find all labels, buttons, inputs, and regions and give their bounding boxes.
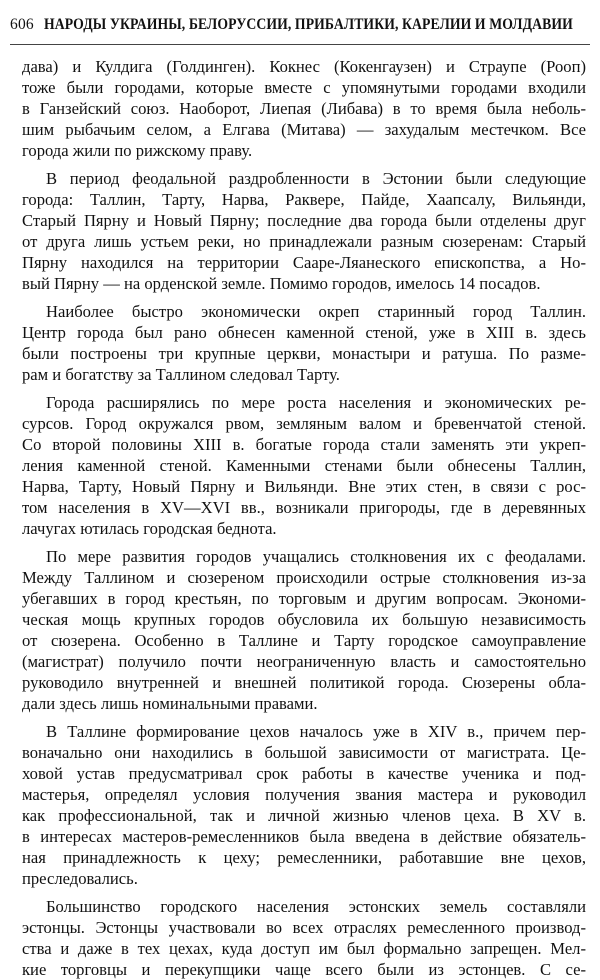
body-text [22, 56, 586, 979]
text-line: Центр города был рано обнесен каменной стеной, уже в XIII в. здесь [22, 323, 586, 342]
text-line: Большинство городского населения эстонских земель составляли [46, 897, 586, 916]
text-line: Наиболее быстро экономически окреп старинный город Таллин. [46, 302, 586, 321]
paragraph-gap [22, 889, 586, 896]
text-line: По мере развития городов учащались столкновения их с феодалами. [46, 547, 586, 566]
text-line: мастерья, определял условия получения звания мастера и руководил [22, 785, 586, 804]
header-rule [10, 44, 590, 45]
text-line: кие торговцы и перекупщики чаще всего были из эстонцев. С се- [22, 960, 586, 979]
paragraph [22, 896, 586, 980]
text-line: от сюзерена. Особенно в Таллине и Тарту городское самоуправление [22, 631, 586, 650]
page-number: 606 [10, 16, 34, 33]
text-line: (магистрат) получило почти неограниченную власть и самостоятельно [22, 652, 586, 671]
paragraph-gap [22, 161, 586, 168]
paragraph-gap [22, 539, 586, 546]
paragraph [22, 301, 586, 385]
text-line: дали здесь лишь номинальными правами. [22, 694, 318, 713]
paragraph [22, 392, 586, 539]
text-line: Пярну находился на территории Сааре-Ляанеского епископства, а Но- [22, 253, 586, 272]
text-line: шим рыбачьим селом, а Елгава (Митава) — захудалым местечком. Все [22, 120, 586, 139]
text-line: Между Таллином и сюзереном происходили острые столкновения из-за [22, 568, 586, 587]
text-line: в интересах мастеров-ремесленников была введена в действие обязатель- [22, 827, 586, 846]
text-line: как профессиональной, так и личной жизнью членов цеха. В XV в. [22, 806, 586, 825]
text-line: сурсов. Город окружался рвом, земляным валом и бревенчатой стеной. [22, 414, 586, 433]
text-line: Нарва, Тарту, Новый Пярну и Вильянди. Вне этих стен, в связи с рос- [22, 477, 586, 496]
text-line: ческая мощь крупных городов обусловила их большую независимость [22, 610, 586, 629]
text-line: рам и богатству за Таллином следовал Тарту. [22, 365, 340, 384]
text-line: В период феодальной раздробленности в Эстонии были следующие [46, 169, 586, 188]
text-line: преследовались. [22, 869, 138, 888]
text-line: ховой устав предусматривал срок работы в качестве ученика и под- [22, 764, 586, 783]
paragraph [22, 721, 586, 889]
text-line: руководило внутренней и внешней политикой города. Сюзерены обла- [22, 673, 586, 692]
text-line: эстонцы. Эстонцы участвовали во всех отраслях ремесленного производ- [22, 918, 586, 937]
text-line: от друга лишь устьем реки, но принадлежали разным сюзеренам: Старый [22, 232, 586, 251]
text-line: дава) и Кулдига (Голдинген). Кокнес (Кокенгаузен) и Страупе (Рооп) [22, 57, 586, 76]
text-line: ления каменной стеной. Каменными стенами были обнесены Таллин, [22, 456, 586, 475]
paragraph [22, 168, 586, 294]
text-line: лачугах ютилась городская беднота. [22, 519, 277, 538]
paragraph [22, 546, 586, 714]
paragraph-gap [22, 385, 586, 392]
paragraph-gap [22, 714, 586, 721]
text-line: В Таллине формирование цехов началось уже в XIV в., причем пер- [46, 722, 586, 741]
running-head: НАРОДЫ УКРАИНЫ, БЕЛОРУССИИ, ПРИБАЛТИКИ, КАРЕЛИИ И МОЛДАВИИ [43, 16, 573, 33]
text-line: были построены три крупные церкви, монастыри и ратуша. По разме- [22, 344, 586, 363]
text-line: вый Пярну — на орденской земле. Помимо городов, имелось 14 посадов. [22, 274, 541, 293]
text-line: убегавших в город крестьян, по торговым и другим вопросам. Экономи- [22, 589, 586, 608]
paragraph-gap [22, 294, 586, 301]
page-header [10, 16, 588, 40]
text-line: воначально они находились в большой зависимости от магистрата. Це- [22, 743, 586, 762]
text-line: Со второй половины XIII в. богатые города стали заменять эти укреп- [22, 435, 586, 454]
paragraph [22, 56, 586, 161]
text-line: ная принадлежность к цеху; ремесленники, работавшие вне цехов, [22, 848, 586, 867]
text-line: в Ганзейский союз. Наоборот, Лиепая (Либава) в то время была неболь- [22, 99, 586, 118]
text-line: Старый Пярну и Новый Пярну; последние два города были отделены друг [22, 211, 586, 230]
text-line: том населения в XV—XVI вв., возникали пригороды, где в деревянных [22, 498, 586, 517]
text-line: Города расширялись по мере роста населения и экономических ре- [46, 393, 586, 412]
text-line: города жили по рижскому праву. [22, 141, 253, 160]
text-line: ства и даже в тех цехах, куда доступ им был формально запрещен. Мел- [22, 939, 586, 958]
text-line: города: Таллин, Тарту, Нарва, Раквере, Пайде, Хаапсалу, Вильянди, [22, 190, 586, 209]
text-line: тоже были городами, которые вместе с упомянутыми городами входили [22, 78, 586, 97]
